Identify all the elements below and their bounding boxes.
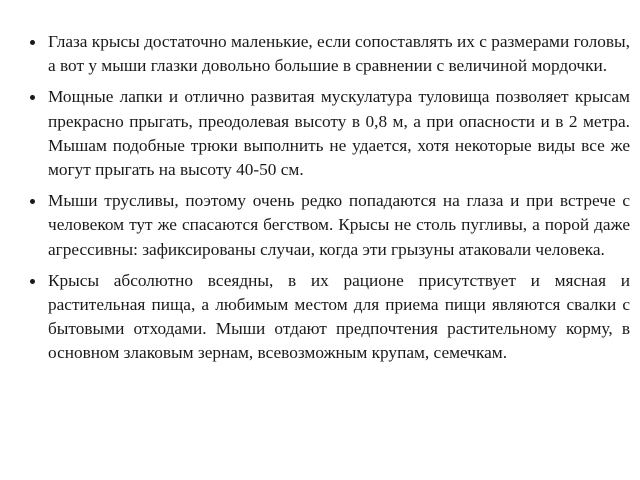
bullet-icon <box>30 95 35 100</box>
bullet-item-diet <box>24 269 630 366</box>
bullet-icon <box>30 199 35 204</box>
bullet-item-jumping <box>24 85 630 182</box>
bullet-item-eyes <box>24 30 630 78</box>
bullet-icon <box>30 279 35 284</box>
bullet-text: Мощные лапки и отлично развитая мускулатура туловища позволяет крысам прекрасно прыгать, преодолевая высоту в 0,8 м, а при опасности и в 2 метра. Мышам подобные трюки выполнить не удается, хотя некоторые виды все же могут прыгать на высоту 40-50 см. <box>48 87 630 180</box>
bullet-item-behavior <box>24 189 630 262</box>
bullet-list <box>24 30 630 366</box>
bullet-text: Крысы абсолютно всеядны, в их рационе присутствует и мясная и растительная пища, а любимым местом для приема пищи являются свалки с бытовыми отходами. Мыши отдают предпочтения растительному корму, в основном злаковым зернам, всевозможным крупам, семечкам. <box>48 270 630 363</box>
bullet-text: Мыши трусливы, поэтому очень редко попадаются на глаза и при встрече с человеком тут же спасаются бегством. Крысы не столь пугливы, а порой даже агрессивны: зафиксированы случаи, когда эти грызуны атаковали человека. <box>48 191 630 259</box>
bullet-icon <box>30 40 35 45</box>
bullet-text: Глаза крысы достаточно маленькие, если сопоставлять их с размерами головы, а вот у мыши глазки довольно большие в сравнении с величиной мордочки. <box>48 32 630 76</box>
